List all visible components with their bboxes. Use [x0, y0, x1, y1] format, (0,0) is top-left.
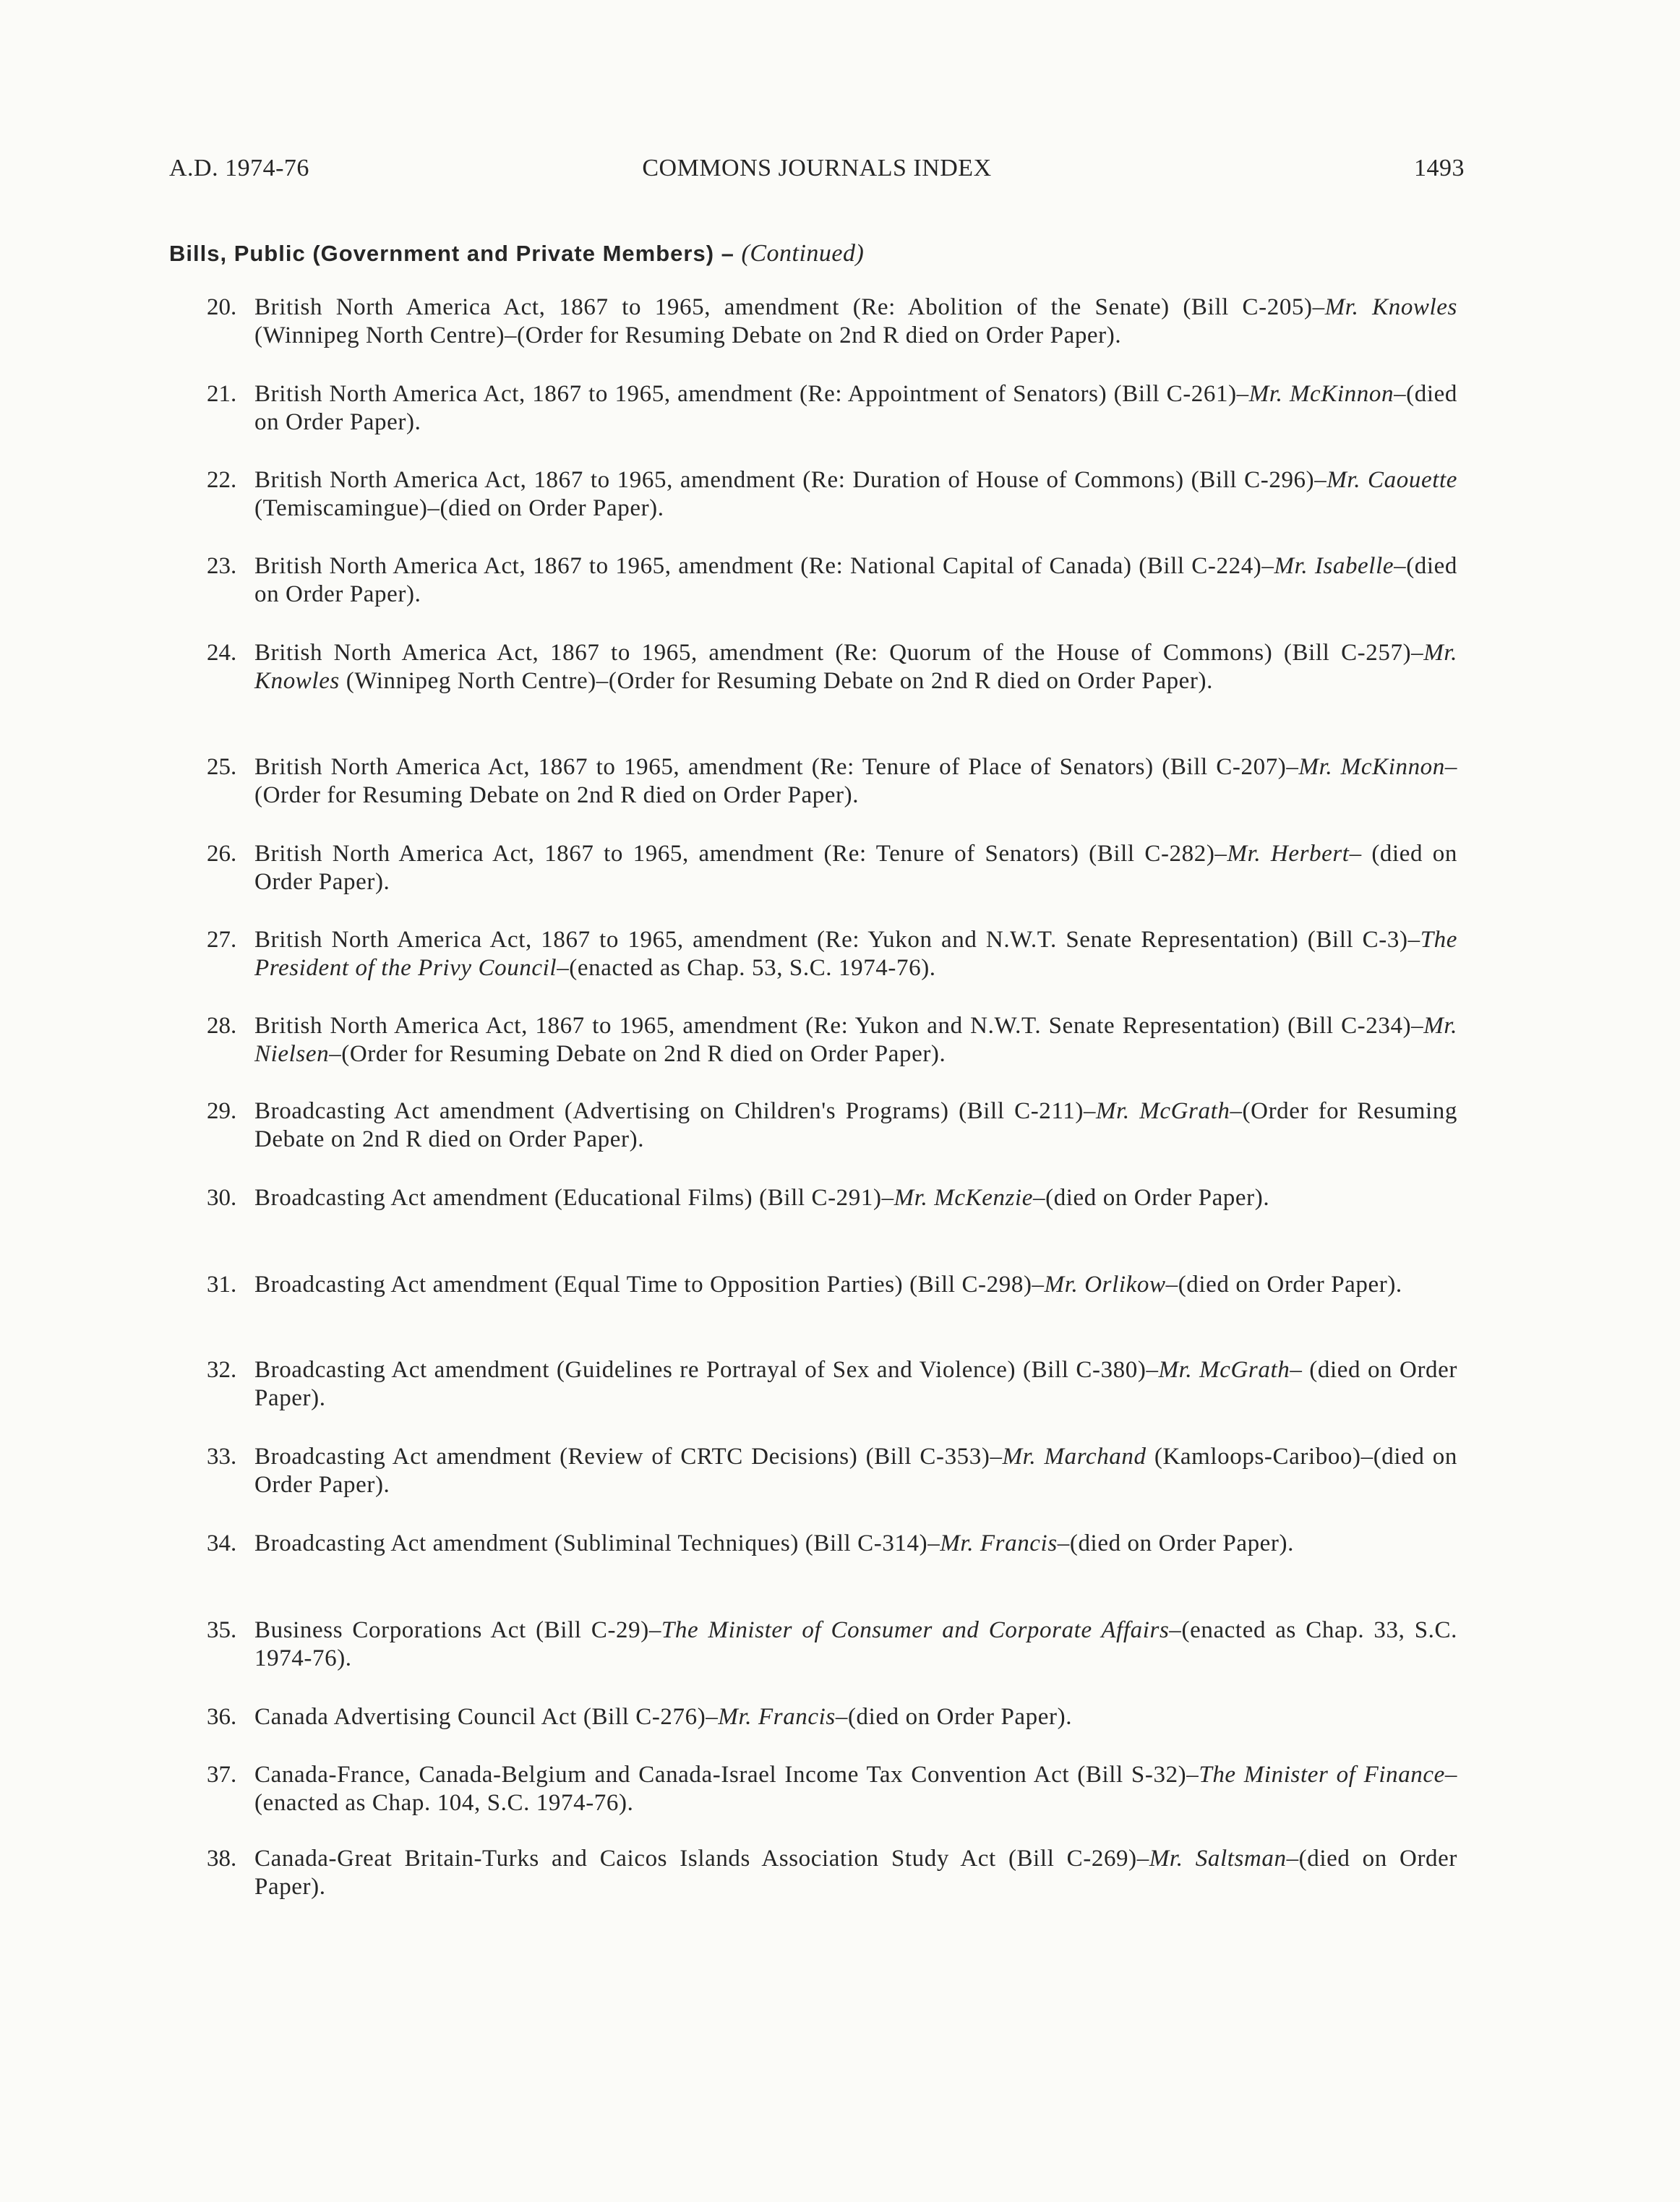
sponsor: Mr. Francis: [718, 1704, 836, 1730]
entry-text: Broadcasting Act amendment (Review of CRTC Decisions) (Bill C-353)–Mr. Marchand (Kamloops-Cariboo)–(died on Order Paper).: [254, 1444, 1457, 1498]
entry-number: 28.: [207, 1013, 237, 1039]
entry-text: Broadcasting Act amendment (Subliminal Techniques) (Bill C-314)–Mr. Francis–(died on Order Paper).: [254, 1530, 1294, 1556]
sponsor: Mr. Knowles: [1324, 294, 1457, 320]
sponsor: Mr. Nielsen: [254, 1013, 1457, 1067]
sponsor: Mr. Knowles: [254, 640, 1457, 694]
sponsor: The Minister of Finance: [1199, 1762, 1445, 1788]
sponsor: Mr. Caouette: [1327, 467, 1457, 493]
list-item: [207, 1703, 1457, 1731]
list-item: [207, 552, 1457, 609]
entry-text: British North America Act, 1867 to 1965, amendment (Re: Yukon and N.W.T. Senate Representation) (Bill C-3)–The President of the Privy Council–(enacted as Chap. 53, S.C. 1974-76).: [254, 927, 1457, 981]
entry-number: 20.: [207, 294, 237, 320]
list-item: [207, 1845, 1457, 1901]
list-item: [207, 926, 1457, 982]
list-item: [207, 1184, 1457, 1212]
page-number: 1493: [1414, 155, 1465, 181]
entry-text: British North America Act, 1867 to 1965, amendment (Re: Tenure of Senators) (Bill C-282)–Mr. Herbert– (died on Order Paper).: [254, 841, 1457, 895]
entry-number: 27.: [207, 927, 237, 953]
header-date-range: A.D. 1974-76: [169, 155, 309, 181]
entry-text: Broadcasting Act amendment (Advertising on Children's Programs) (Bill C-211)–Mr. McGrath–(Order for Resuming Debate on 2nd R died on Order Paper).: [254, 1098, 1457, 1152]
sponsor: Mr. McGrath: [1096, 1098, 1230, 1124]
list-item: [207, 1356, 1457, 1413]
entry-number: 22.: [207, 467, 237, 493]
entry-text: Broadcasting Act amendment (Guidelines re Portrayal of Sex and Violence) (Bill C-380)–Mr. McGrath– (died on Order Paper).: [254, 1357, 1457, 1411]
entry-number: 21.: [207, 381, 237, 407]
entry-number: 38.: [207, 1846, 237, 1872]
entry-number: 35.: [207, 1617, 237, 1643]
entry-text: Canada Advertising Council Act (Bill C-276)–Mr. Francis–(died on Order Paper).: [254, 1704, 1073, 1730]
sponsor: The Minister of Consumer and Corporate Affairs: [661, 1617, 1170, 1643]
entry-text: Business Corporations Act (Bill C-29)–The Minister of Consumer and Corporate Affairs–(enacted as Chap. 33, S.C. 1974-76).: [254, 1617, 1457, 1671]
entry-text: Broadcasting Act amendment (Equal Time to Opposition Parties) (Bill C-298)–Mr. Orlikow–(died on Order Paper).: [254, 1272, 1402, 1298]
list-item: [207, 1530, 1457, 1558]
sponsor: Mr. McKinnon: [1248, 381, 1394, 407]
entry-text: Canada-France, Canada-Belgium and Canada-Israel Income Tax Convention Act (Bill S-32)–The Minister of Finance–(enacted as Chap. 104, S.C. 1974-76).: [254, 1762, 1458, 1816]
list-item: [207, 380, 1457, 437]
list-item: [207, 466, 1457, 523]
list-item: [207, 1616, 1457, 1673]
entry-number: 26.: [207, 841, 237, 867]
header-title: COMMONS JOURNALS INDEX: [642, 155, 992, 181]
sponsor: The President of the Privy Council: [254, 927, 1457, 981]
section-title: Bills, Public (Government and Private Members) –: [169, 241, 734, 266]
entry-text: British North America Act, 1867 to 1965, amendment (Re: Appointment of Senators) (Bill C-261)–Mr. McKinnon–(died on Order Paper).: [254, 381, 1457, 435]
sponsor: Mr. McGrath: [1158, 1357, 1290, 1383]
sponsor: Mr. McKenzie: [893, 1185, 1033, 1211]
entry-text: British North America Act, 1867 to 1965, amendment (Re: Quorum of the House of Commons) (Bill C-257)–Mr. Knowles (Winnipeg North Centre)–(Order for Resuming Debate on 2nd R died on Order Paper).: [254, 640, 1457, 694]
entry-number: 31.: [207, 1272, 237, 1298]
list-item: [207, 294, 1457, 350]
list-item: [207, 1097, 1457, 1154]
running-header: [169, 155, 1465, 191]
entry-text: British North America Act, 1867 to 1965, amendment (Re: Duration of House of Commons) (Bill C-296)–Mr. Caouette (Temiscamingue)–(died on Order Paper).: [254, 467, 1457, 521]
entry-number: 30.: [207, 1185, 237, 1211]
sponsor: Mr. McKinnon: [1298, 754, 1445, 780]
list-item: [207, 753, 1457, 810]
entry-text: Broadcasting Act amendment (Educational Films) (Bill C-291)–Mr. McKenzie–(died on Order Paper).: [254, 1185, 1270, 1211]
entry-number: 32.: [207, 1357, 237, 1383]
entry-text: British North America Act, 1867 to 1965, amendment (Re: Yukon and N.W.T. Senate Representation) (Bill C-234)–Mr. Nielsen–(Order for Resuming Debate on 2nd R died on Order Paper).: [254, 1013, 1457, 1067]
sponsor: Mr. Herbert: [1227, 841, 1350, 867]
entry-number: 36.: [207, 1704, 237, 1730]
sponsor: Mr. Francis: [940, 1530, 1058, 1556]
entry-number: 29.: [207, 1098, 237, 1124]
entry-number: 37.: [207, 1762, 237, 1788]
sponsor: Mr. Isabelle: [1274, 553, 1394, 579]
sponsor: Mr. Orlikow: [1044, 1272, 1166, 1298]
sponsor: Mr. Saltsman: [1149, 1846, 1287, 1872]
list-item: [207, 1761, 1457, 1817]
list-item: [207, 1443, 1457, 1499]
section-continued: (Continued): [741, 240, 865, 267]
entry-number: 25.: [207, 754, 237, 780]
sponsor: Mr. Marchand: [1002, 1444, 1147, 1470]
entry-number: 23.: [207, 553, 237, 579]
section-heading: [169, 240, 864, 267]
entry-text: British North America Act, 1867 to 1965, amendment (Re: Abolition of the Senate) (Bill C-205)–Mr. Knowles (Winnipeg North Centre)–(Order for Resuming Debate on 2nd R died on Order Paper).: [254, 294, 1457, 348]
entry-text: Canada-Great Britain-Turks and Caicos Islands Association Study Act (Bill C-269)–Mr. Saltsman–(died on Order Paper).: [254, 1846, 1457, 1900]
list-item: [207, 1012, 1457, 1068]
list-item: [207, 639, 1457, 695]
entry-text: British North America Act, 1867 to 1965, amendment (Re: National Capital of Canada) (Bill C-224)–Mr. Isabelle–(died on Order Paper).: [254, 553, 1457, 607]
list-item: [207, 1271, 1457, 1299]
entry-number: 34.: [207, 1530, 237, 1556]
entry-number: 24.: [207, 640, 237, 666]
entry-text: British North America Act, 1867 to 1965, amendment (Re: Tenure of Place of Senators) (Bill C-207)–Mr. McKinnon–(Order for Resuming Debate on 2nd R died on Order Paper).: [254, 754, 1457, 808]
list-item: [207, 840, 1457, 896]
entry-number: 33.: [207, 1444, 237, 1470]
